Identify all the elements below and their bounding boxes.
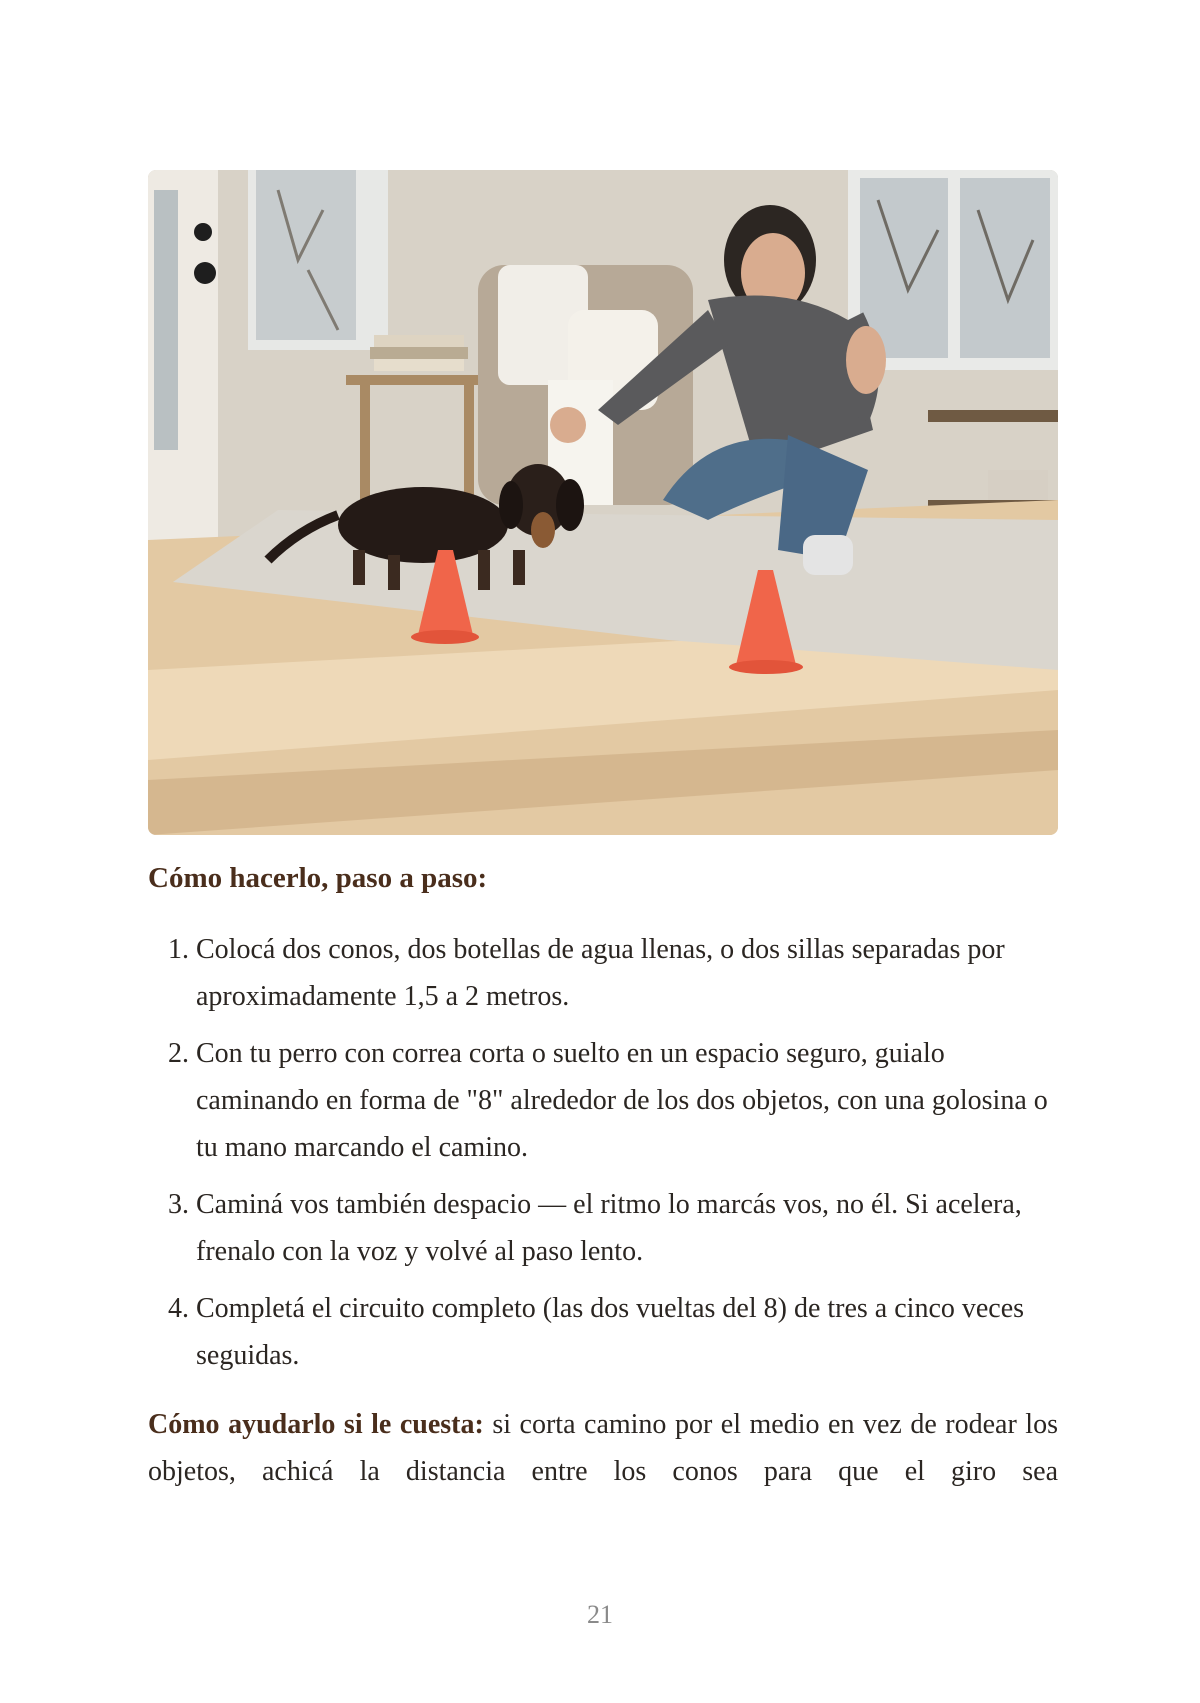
dog-training-scene — [148, 170, 1058, 835]
list-item: 2. Con tu perro con correa corta o suelto en un espacio seguro, guialo caminando en forma de "8" alrededor de los dos objetos, con una golosina o tu mano marcando el camino. — [196, 1030, 1058, 1171]
list-item: 1. Colocá dos conos, dos botellas de agua llenas, o dos sillas separadas por aproximadamente 1,5 a 2 metros. — [196, 926, 1058, 1020]
tip-lead: Cómo ayudarlo si le cuesta: — [148, 1409, 484, 1440]
section-heading: Cómo hacerlo, paso a paso: — [148, 862, 488, 894]
illustration-photo — [148, 170, 1058, 835]
list-item: 4. Completá el circuito completo (las dos vueltas del 8) de tres a cinco veces seguidas. — [196, 1285, 1058, 1379]
list-item: 3. Caminá vos también despacio — el ritmo lo marcás vos, no él. Si acelera, frenalo con la voz y volvé al paso lento. — [196, 1181, 1058, 1275]
steps-list — [148, 926, 1058, 1389]
tip-text: si corta camino por el medio en vez de rodear los objetos, achicá la distancia entre los conos para que el giro sea — [148, 1409, 1058, 1487]
tip-paragraph — [148, 1401, 1058, 1495]
page-number: 21 — [587, 1600, 613, 1629]
